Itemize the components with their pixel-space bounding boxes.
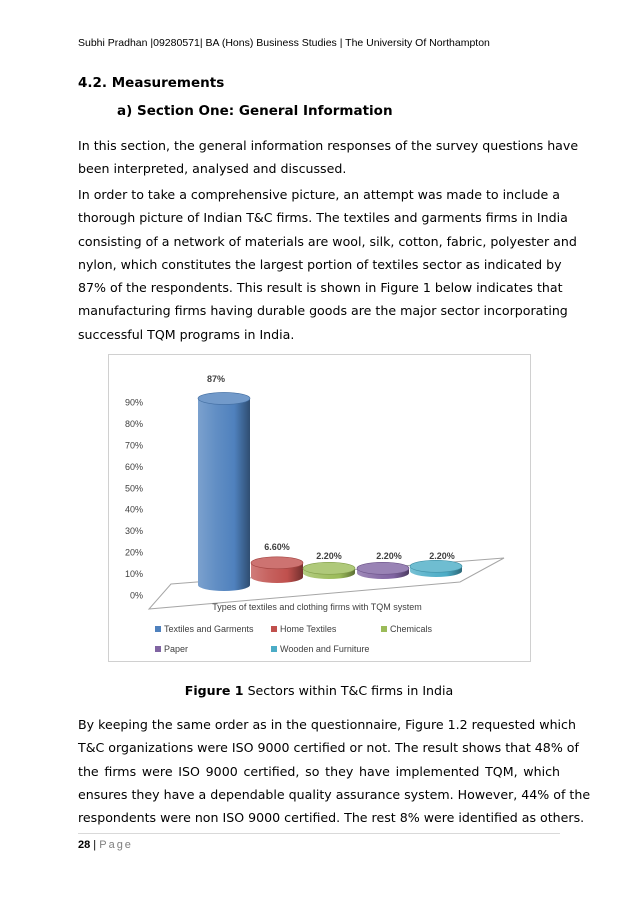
paragraph-textiles	[78, 183, 577, 346]
legend-label: Chemicals	[390, 624, 433, 634]
y-tick-label: 90%	[124, 397, 143, 408]
paragraph-line: manufacturing firms having durable goods are the major sector incorporating	[78, 303, 568, 319]
paragraph-line: respondents were non ISO 9000 certified. The rest 8% were identified as others.	[78, 810, 585, 826]
data-label: 2.20%	[316, 551, 342, 561]
legend-swatch	[155, 646, 161, 652]
subsection-heading: a) Section One: General Information	[117, 103, 393, 119]
section-heading: 4.2. Measurements	[78, 75, 225, 91]
figure-1-chart	[108, 354, 531, 662]
y-tick-label: 50%	[124, 483, 143, 494]
figure-caption	[0, 683, 638, 698]
bar-top	[303, 562, 355, 574]
paragraph-iso	[78, 713, 591, 829]
x-axis-title: Types of textiles and clothing firms with TQM system	[212, 602, 422, 612]
paragraph-line: successful TQM programs in India.	[78, 326, 295, 342]
paragraph-line: nylon, which constitutes the largest portion of textiles sector as indicated by	[78, 256, 562, 272]
legend-swatch	[155, 626, 161, 632]
y-tick-label: 40%	[124, 504, 143, 515]
paragraph-line: In this section, the general information responses of the survey questions have	[78, 138, 579, 153]
paragraph-line: the firms were ISO 9000 certified, so they have implemented TQM, which	[78, 763, 560, 779]
paragraph-line: 87% of the respondents. This result is shown in Figure 1 below indicates that	[78, 280, 563, 296]
legend-label: Wooden and Furniture	[280, 644, 370, 654]
legend-label: Home Textiles	[280, 624, 337, 634]
paragraph-line: In order to take a comprehensive picture, an attempt was made to include a	[78, 187, 560, 202]
paragraph-line: thorough picture of Indian T&C firms. The textiles and garments firms in India	[78, 210, 568, 226]
y-tick-label: 10%	[124, 569, 143, 580]
bar-top	[251, 557, 303, 569]
data-label: 2.20%	[429, 551, 455, 561]
bar-body	[198, 398, 250, 591]
legend-label: Textiles and Garments	[164, 624, 254, 634]
page-footer	[78, 839, 133, 851]
figure-label: Figure 1	[184, 683, 244, 698]
y-tick-label: 60%	[124, 461, 143, 472]
legend-label: Paper	[164, 644, 189, 654]
y-tick-label: 20%	[124, 547, 143, 558]
bar-top	[410, 560, 462, 572]
running-header: Subhi Pradhan |09280571| BA (Hons) Business Studies | The University Of Northampton	[78, 37, 490, 49]
y-tick-label: 30%	[124, 526, 143, 537]
y-tick-label: 80%	[124, 418, 143, 429]
paragraph-line: T&C organizations were ISO 9000 certified or not. The result shows that 48% of	[78, 740, 579, 756]
data-label: 2.20%	[376, 551, 402, 561]
paragraph-line: By keeping the same order as in the questionnaire, Figure 1.2 requested which	[78, 717, 576, 732]
figure-caption-text: Sectors within T&C firms in India	[243, 683, 454, 698]
y-tick-label: 0%	[129, 590, 143, 601]
footer-divider	[78, 833, 560, 834]
data-label: 6.60%	[264, 542, 290, 552]
bar-top	[357, 562, 409, 574]
data-label: 87%	[206, 374, 226, 384]
legend-swatch	[271, 626, 277, 632]
bar-top	[198, 392, 250, 404]
page-number: 28	[78, 839, 91, 851]
footer-separator: |	[90, 839, 100, 851]
legend-swatch	[381, 626, 387, 632]
bar-chart	[109, 355, 532, 663]
paragraph-line: ensures they have a dependable quality assurance system. However, 44% of the	[78, 786, 591, 802]
page-label: Page	[99, 839, 133, 851]
legend-swatch	[271, 646, 277, 652]
paragraph-line: been interpreted, analysed and discussed.	[78, 161, 347, 177]
paragraph-line: consisting of a network of materials are wool, silk, cotton, fabric, polyester and	[78, 233, 577, 249]
y-tick-label: 70%	[124, 440, 143, 451]
paragraph-intro	[78, 134, 579, 181]
